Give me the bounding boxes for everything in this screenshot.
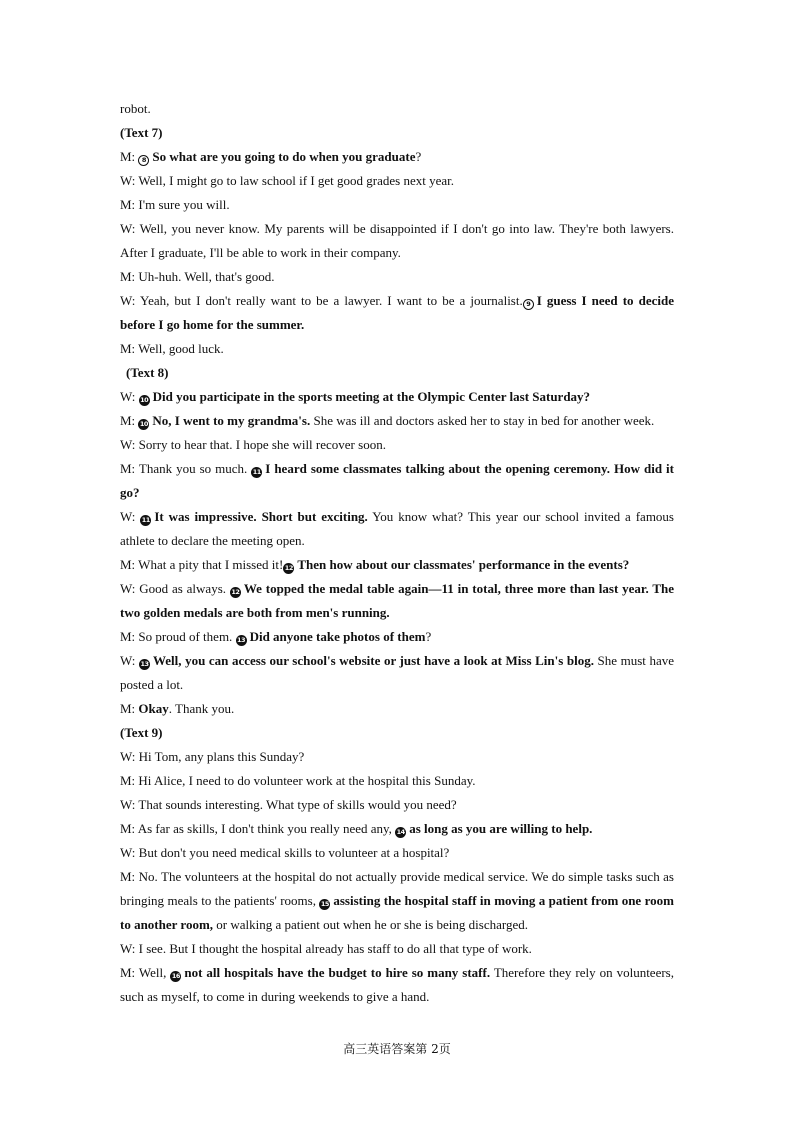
question-number-badge: 8 xyxy=(138,155,149,166)
text-line: robot. xyxy=(120,101,151,116)
dialogue-line xyxy=(120,457,674,505)
text-span: W: Yeah, but I don't really want to be a lawyer. I want to be a journalist. xyxy=(120,293,523,308)
answer-highlight: not all hospitals have the budget to hire so many staff. xyxy=(184,965,491,980)
text-span: Therefore they rely on volunteers, such as myself, to come in during weekends to give a hand. xyxy=(120,965,674,1004)
question-number-badge: 12 xyxy=(284,564,293,572)
question-number-badge: 10 xyxy=(140,396,149,404)
dialogue-line: W: Well, you never know. My parents will be disappointed if I don't go into law. They're both lawyers. After I graduate, I'll be able to work in their company. xyxy=(120,221,674,260)
dialogue-line: W: Hi Tom, any plans this Sunday? xyxy=(120,749,305,764)
text-span: She must have posted a lot. xyxy=(120,653,674,692)
answer-highlight: We topped the medal table again—11 in total, three more than last year. The two golden medals are both from men's running. xyxy=(120,581,674,620)
answer-highlight: It was impressive. Short but exciting. xyxy=(154,509,368,524)
section-heading-text-7: (Text 7) xyxy=(120,125,163,140)
speaker: M: xyxy=(120,701,139,716)
text-span: You know what? This year our school invited a famous athlete to declare the meeting open. xyxy=(120,509,674,548)
dialogue-line xyxy=(120,961,674,1009)
dialogue-line xyxy=(120,697,674,721)
section-heading-text-8: (Text 8) xyxy=(126,365,169,380)
answer-highlight: Did you participate in the sports meeting at the Olympic Center last Saturday? xyxy=(152,389,591,404)
question-number-badge: 13 xyxy=(237,636,246,644)
dialogue-line xyxy=(120,625,674,649)
text-span: M: What a pity that I missed it! xyxy=(120,557,284,572)
dialogue-line: M: Hi Alice, I need to do volunteer work at the hospital this Sunday. xyxy=(120,773,476,788)
answer-highlight: I heard some classmates talking about the opening ceremony. How did it go? xyxy=(120,461,674,500)
question-number-badge: 10 xyxy=(139,420,148,428)
answer-highlight: No, I went to my grandma's. xyxy=(152,413,311,428)
dialogue-line xyxy=(120,649,674,697)
text-span: . Thank you. xyxy=(168,701,235,716)
dialogue-line: M: I'm sure you will. xyxy=(120,197,230,212)
text-span: ? xyxy=(415,149,422,164)
text-span: She was ill and doctors asked her to stay in bed for another week. xyxy=(310,413,655,428)
dialogue-line xyxy=(120,553,674,577)
question-number-badge: 9 xyxy=(523,299,534,310)
dialogue-line: W: Well, I might go to law school if I get good grades next year. xyxy=(120,173,454,188)
question-number-badge: 12 xyxy=(231,588,240,596)
answer-highlight: Did anyone take photos of them xyxy=(249,629,426,644)
answer-highlight: Then how about our classmates' performance in the events? xyxy=(297,557,630,572)
page-footer: 高三英语答案第 2页 xyxy=(343,1042,451,1056)
text-span: M: Well, xyxy=(120,965,171,980)
speaker: M: xyxy=(120,413,139,428)
dialogue-line xyxy=(120,409,674,433)
question-number-badge: 15 xyxy=(320,900,329,908)
dialogue-line xyxy=(120,505,674,553)
question-number-badge: 14 xyxy=(396,828,405,836)
dialogue-line: M: Uh-huh. Well, that's good. xyxy=(120,269,275,284)
question-number-badge: 11 xyxy=(252,468,261,476)
text-span: or walking a patient out when he or she is being discharged. xyxy=(213,917,528,932)
text-span: M: So proud of them. xyxy=(120,629,236,644)
dialogue-line xyxy=(120,817,674,841)
dialogue-line xyxy=(120,145,674,169)
speaker: W: xyxy=(120,653,139,668)
dialogue-line: W: Sorry to hear that. I hope she will recover soon. xyxy=(120,437,386,452)
text-span: M: As far as skills, I don't think you really need any, xyxy=(120,821,396,836)
text-span: M: No. The volunteers at the hospital do not actually provide medical service. We do simple tasks such as bringing meals to the patients' rooms, xyxy=(120,869,674,908)
dialogue-line xyxy=(120,865,674,937)
dialogue-line: W: I see. But I thought the hospital already has staff to do all that type of work. xyxy=(120,941,532,956)
text-span: W: Good as always. xyxy=(120,581,230,596)
answer-highlight: Well, you can access our school's website or just have a look at Miss Lin's blog. xyxy=(152,653,594,668)
answer-highlight: So what are you going to do when you graduate xyxy=(152,149,416,164)
question-number-badge: 16 xyxy=(171,972,180,980)
answer-highlight: assisting the hospital staff in moving a patient from one room to another room, xyxy=(120,893,674,932)
text-span: M: Thank you so much. xyxy=(120,461,252,476)
answer-highlight: I guess I need to decide before I go home for the summer. xyxy=(120,293,674,332)
dialogue-line: M: Well, good luck. xyxy=(120,341,224,356)
dialogue-line: W: But don't you need medical skills to volunteer at a hospital? xyxy=(120,845,450,860)
dialogue-line xyxy=(120,577,674,625)
answer-highlight: as long as you are willing to help. xyxy=(409,821,593,836)
speaker: W: xyxy=(120,509,141,524)
speaker: M: xyxy=(120,149,139,164)
dialogue-line: W: That sounds interesting. What type of skills would you need? xyxy=(120,797,457,812)
question-number-badge: 11 xyxy=(141,516,150,524)
transcript-body xyxy=(120,97,674,1009)
text-span: ? xyxy=(425,629,432,644)
dialogue-line xyxy=(120,289,674,337)
section-heading-text-9: (Text 9) xyxy=(120,725,163,740)
dialogue-line xyxy=(120,385,674,409)
question-number-badge: 13 xyxy=(140,660,149,668)
answer-highlight: Okay xyxy=(138,701,169,716)
speaker: W: xyxy=(120,389,139,404)
